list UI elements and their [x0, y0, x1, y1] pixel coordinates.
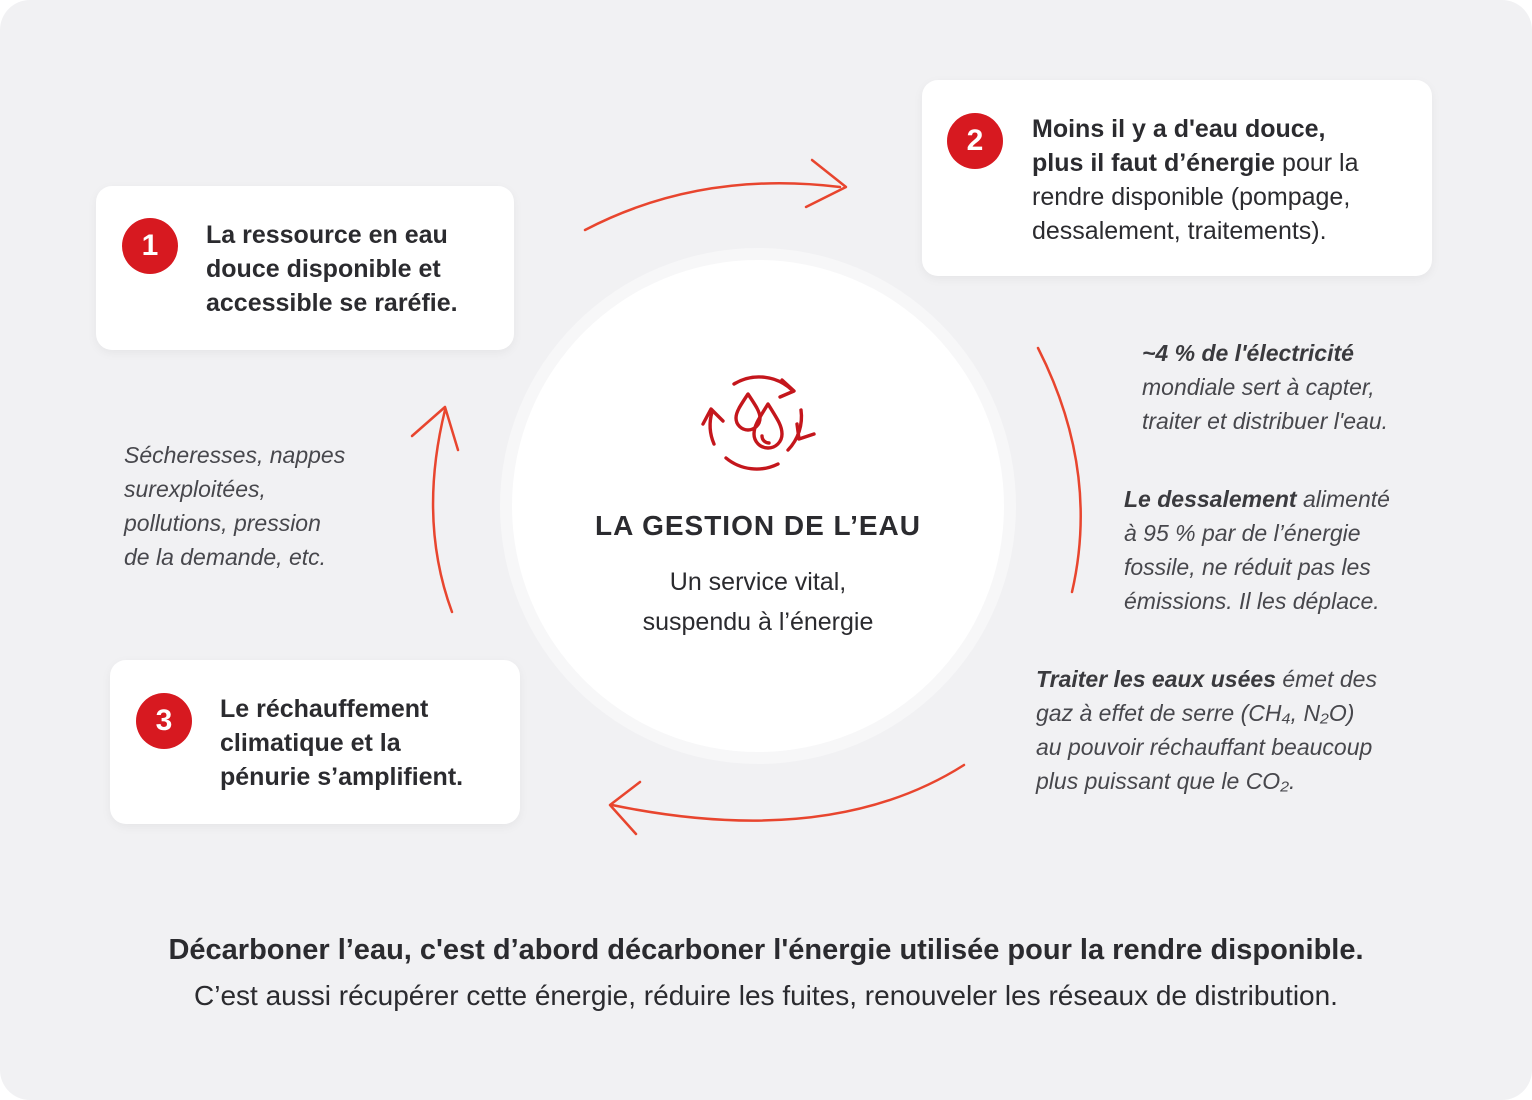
note-wastewater-line: gaz à effet de serre (CH₄, N₂O) — [1036, 700, 1355, 726]
note-causes — [124, 438, 345, 574]
note-causes-line: surexploitées, — [124, 476, 266, 502]
center-circle — [512, 260, 1004, 752]
note-desalination-line: émissions. Il les déplace. — [1124, 588, 1380, 614]
arrow-up-to-1-head — [412, 407, 458, 450]
note-electricity-line: traiter et distribuer l'eau. — [1142, 408, 1389, 434]
step-3-line: Le réchauffement — [220, 695, 429, 723]
arrow-1-to-2 — [585, 183, 840, 230]
center-subtitle-line: Un service vital, — [669, 568, 847, 596]
footer-subtext: C’est aussi récupérer cette énergie, réduire les fuites, renouveler les réseaux de distribution. — [194, 980, 1338, 1011]
step-2-emphasis: plus il faut d’énergie — [1032, 149, 1276, 177]
note-desalination-line: fossile, ne réduit pas les — [1124, 554, 1371, 580]
step-2-line-rest: pour la — [1275, 149, 1359, 177]
step-3-badge: 3 — [136, 693, 192, 749]
note-desalination — [1124, 482, 1390, 618]
step-2-line: rendre disponible (pompage, — [1032, 183, 1351, 211]
step-3-line: climatique et la — [220, 729, 401, 757]
step-1-line: accessible se raréfie. — [206, 289, 458, 317]
note-electricity-line: mondiale sert à capter, — [1142, 374, 1375, 400]
note-desalination-line: à 95 % par de l’énergie — [1124, 520, 1361, 546]
note-desalination-bold: Le dessalement — [1124, 486, 1297, 512]
center-subtitle-line: suspendu à l’énergie — [642, 608, 874, 636]
note-causes-line: de la demande, etc. — [124, 544, 327, 570]
step-2-line: dessalement, traitements). — [1032, 217, 1327, 245]
note-desalination-line — [1124, 482, 1390, 516]
step-1-line: La ressource en eau — [206, 221, 448, 249]
note-wastewater — [1036, 662, 1377, 798]
note-wastewater-line — [1036, 662, 1377, 696]
step-3-line: pénurie s’amplifient. — [220, 763, 464, 791]
note-electricity-bold: ~4 % de l'électricité — [1142, 340, 1354, 366]
step-1-badge: 1 — [122, 218, 178, 274]
step-2-text — [1032, 112, 1358, 248]
note-causes-line: Sécheresses, nappes — [124, 442, 346, 468]
note-wastewater-line: au pouvoir réchauffant beaucoup — [1036, 734, 1373, 760]
arrow-3-to-1 — [612, 765, 964, 821]
step-1-line: douce disponible et — [206, 255, 441, 283]
note-causes-line: pollutions, pression — [124, 510, 321, 536]
note-electricity — [1142, 336, 1388, 438]
center-subtitle — [512, 562, 1004, 642]
step-2-badge: 2 — [947, 113, 1003, 169]
arrow-up-to-1 — [433, 410, 452, 612]
step-2-line — [1032, 146, 1358, 180]
water-drops-recycle-icon — [696, 366, 820, 478]
arrow-2-to-3 — [1038, 348, 1081, 592]
note-wastewater-rest: émet des — [1275, 666, 1377, 692]
note-desalination-rest: alimenté — [1296, 486, 1390, 512]
step-2-line: Moins il y a d'eau douce, — [1032, 115, 1326, 143]
footer-conclusion: Décarboner l’eau, c'est d’abord décarboner l'énergie utilisée pour la rendre disponible. — [168, 934, 1364, 966]
center-title: LA GESTION DE L’EAU — [595, 510, 921, 541]
note-wastewater-line: plus puissant que le CO₂. — [1036, 768, 1296, 794]
step-3-text — [220, 692, 463, 794]
step-1-text — [206, 218, 458, 320]
note-wastewater-bold: Traiter les eaux usées — [1036, 666, 1276, 692]
